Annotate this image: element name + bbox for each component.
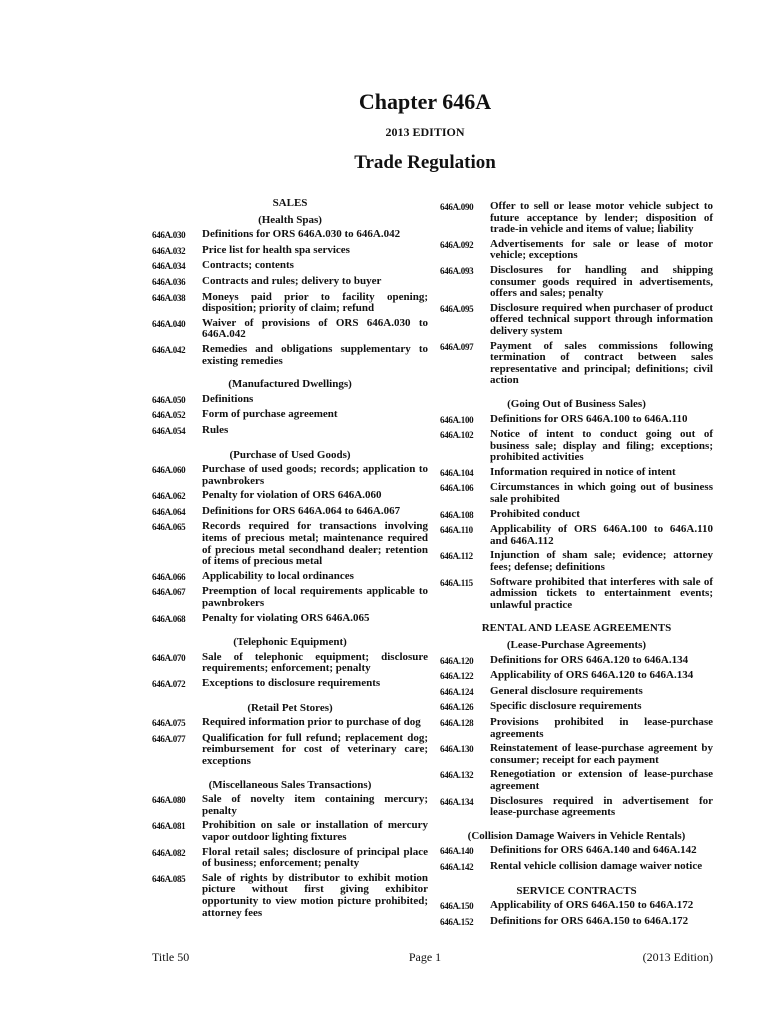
toc-entry: [152, 292, 428, 315]
section-description: Definitions for ORS 646A.140 and 646A.142: [490, 844, 697, 857]
toc-entry: [152, 425, 428, 438]
toc-entry: [440, 861, 713, 874]
section-description: Sale of telephonic equipment; disclosure requirements; enforcement; penalty: [202, 650, 428, 675]
section-description: Renegotiation or extension of lease-purchase agreement: [490, 768, 713, 792]
section-description: Records required for transactions involving items of precious metal; maintenance required of precious metal secondhand dealer; retention of items of precious metal: [202, 520, 428, 568]
section-number: 646A.038: [152, 292, 186, 303]
toc-entry: [152, 394, 428, 407]
section-description: Payment of sales commissions following termination of contract between sales representative and principal; definitions; civil action: [490, 339, 713, 387]
section-description: Qualification for full refund; replacement dog; reimbursement for cost of veterinary care; exceptions: [202, 731, 428, 767]
section-description: Required information prior to purchase of dog: [202, 716, 421, 729]
section-number: 646A.064: [152, 506, 186, 517]
section-description: Definitions for ORS 646A.064 to 646A.067: [202, 504, 401, 517]
section-description: Definitions for ORS 646A.030 to 646A.042: [202, 228, 401, 241]
toc-entry: [440, 686, 713, 699]
subsection-heading: (Manufactured Dwellings): [228, 378, 352, 391]
section-description: Disclosure required when purchaser of product offered technical support through information delivery system: [490, 301, 713, 337]
section-number: 646A.072: [152, 679, 186, 689]
toc-entry: [440, 429, 713, 464]
toc-entry: [152, 409, 428, 422]
section-heading: SERVICE CONTRACTS: [516, 884, 637, 897]
section-description: Exceptions to disclosure requirements: [202, 677, 381, 689]
toc-entry: [440, 414, 713, 427]
section-number: 646A.110: [440, 525, 473, 536]
section-description: Penalty for violating ORS 646A.065: [202, 611, 370, 624]
section-number: 646A.140: [440, 846, 474, 857]
toc-entry: [440, 796, 713, 819]
toc-entry: [152, 245, 428, 258]
subsection-heading: (Telephonic Equipment): [233, 636, 347, 649]
toc-entry: [152, 820, 428, 843]
section-description: Contracts and rules; delivery to buyer: [202, 274, 382, 287]
toc-entry: [152, 571, 428, 584]
section-number: 646A.054: [152, 425, 186, 436]
footer-edition: (2013 Edition): [642, 950, 713, 964]
toc-entry: [440, 509, 713, 522]
section-number: 646A.128: [440, 717, 474, 728]
toc-entry: [440, 201, 713, 236]
section-description: Applicability of ORS 646A.100 to 646A.110 and 646A.112: [490, 523, 713, 547]
section-number: 646A.068: [152, 613, 186, 624]
section-number: 646A.052: [152, 410, 186, 421]
section-number: 646A.030: [152, 230, 186, 241]
section-number: 646A.070: [152, 652, 186, 663]
section-number: 646A.065: [152, 522, 186, 533]
section-description: Price list for health spa services: [202, 243, 350, 256]
section-number: 646A.095: [440, 303, 474, 314]
toc-entry: [440, 717, 713, 740]
toc-entry: [152, 260, 428, 273]
section-description: Rental vehicle collision damage waiver notice: [490, 859, 703, 872]
section-number: 646A.085: [152, 873, 186, 884]
section-description: Injunction of sham sale; evidence; attorney fees; defense; definitions: [490, 549, 713, 574]
toc-entry: [440, 341, 713, 387]
toc-entry: [440, 655, 713, 668]
section-number: 646A.097: [440, 341, 474, 352]
section-description: Information required in notice of intent: [490, 465, 676, 478]
right-column: [440, 198, 713, 928]
toc-entry: [152, 490, 428, 503]
section-description: Preemption of local requirements applicable to pawnbrokers: [202, 585, 428, 610]
section-heading: RENTAL AND LEASE AGREEMENTS: [481, 622, 672, 635]
toc-entry: [152, 318, 428, 341]
section-number: 646A.036: [152, 276, 186, 287]
left-column: [152, 198, 428, 919]
section-number: 646A.050: [152, 394, 186, 405]
subsection-heading: (Health Spas): [258, 213, 322, 226]
section-description: Definitions for ORS 646A.100 to 646A.110: [490, 412, 688, 425]
section-description: Provisions prohibited in lease-purchase agreements: [490, 715, 713, 740]
section-number: 646A.081: [152, 821, 186, 832]
section-number: 646A.124: [440, 686, 474, 697]
section-number: 646A.077: [152, 733, 186, 744]
section-number: 646A.120: [440, 655, 474, 666]
section-number: 646A.075: [152, 718, 186, 729]
section-description: Advertisements for sale or lease of motor vehicle; exceptions: [490, 237, 713, 262]
section-description: Definitions for ORS 646A.150 to 646A.172: [490, 914, 689, 927]
section-number: 646A.093: [440, 265, 474, 276]
section-number: 646A.034: [152, 261, 186, 272]
toc-entry: [440, 743, 713, 766]
section-description: Remedies and obligations supplementary to existing remedies: [202, 342, 428, 367]
toc-entry: [440, 916, 713, 929]
section-number: 646A.115: [440, 577, 473, 588]
section-description: Applicability of ORS 646A.150 to 646A.172: [490, 899, 694, 912]
section-description: Waiver of provisions of ORS 646A.030 to 646A.042: [202, 316, 428, 341]
section-number: 646A.040: [152, 318, 186, 329]
section-description: Rules: [202, 423, 229, 436]
subsection-heading: (Purchase of Used Goods): [229, 448, 351, 461]
section-description: General disclosure requirements: [490, 684, 643, 697]
section-description: Applicability of ORS 646A.120 to 646A.134: [490, 669, 694, 682]
toc-entry: [440, 303, 713, 338]
toc-entry: [440, 845, 713, 858]
section-number: 646A.090: [440, 202, 474, 212]
subsection-heading: (Collision Damage Waivers in Vehicle Rentals): [467, 829, 686, 842]
section-description: Circumstances in which going out of business sale prohibited: [490, 481, 713, 506]
section-description: Reinstatement of lease-purchase agreement by consumer; receipt for each payment: [490, 742, 713, 766]
toc-entry: [152, 506, 428, 519]
toc-entry: [440, 265, 713, 300]
toc-entry: [440, 239, 713, 262]
toc-entry: [440, 482, 713, 505]
toc-entry: [152, 464, 428, 487]
section-description: Applicability to local ordinances: [202, 569, 354, 582]
toc-entry: [440, 701, 713, 714]
toc-entry: [152, 586, 428, 609]
subsection-heading: (Going Out of Business Sales): [507, 397, 646, 410]
section-description: Sale of rights by distributor to exhibit motion picture without first giving exhibitor opportunity to view motion picture prohibited; attorney fees: [202, 871, 428, 919]
toc-entry: [440, 670, 713, 683]
section-number: 646A.112: [440, 551, 473, 562]
section-description: Sale of novelty item containing mercury; penalty: [202, 793, 428, 817]
section-number: 646A.108: [440, 509, 474, 520]
section-description: Disclosures for handling and shipping consumer goods required in advertisements, offers and sales; penalty: [490, 263, 713, 300]
section-description: Penalty for violation of ORS 646A.060: [202, 489, 382, 502]
footer-title: Title 50: [152, 950, 190, 964]
section-number: 646A.042: [152, 344, 186, 355]
section-number: 646A.130: [440, 744, 474, 755]
toc-entry: [152, 733, 428, 768]
section-description: Moneys paid prior to facility opening; disposition; priority of claim; refund: [202, 290, 428, 315]
toc-entry: [440, 550, 713, 573]
section-number: 646A.062: [152, 491, 186, 502]
subsection-heading: (Miscellaneous Sales Transactions): [208, 778, 372, 791]
toc-entry: [152, 521, 428, 567]
section-description: Definitions for ORS 646A.120 to 646A.134: [490, 653, 689, 666]
toc-entry: [152, 847, 428, 870]
section-number: 646A.104: [440, 467, 474, 478]
toc-entry: [152, 717, 428, 730]
section-number: 646A.060: [152, 465, 186, 476]
toc-entry: [152, 652, 428, 675]
section-number: 646A.092: [440, 239, 474, 250]
toc-entry: [440, 769, 713, 792]
edition-label: 2013 EDITION: [385, 125, 465, 139]
toc-entry: [440, 467, 713, 480]
section-description: Notice of intent to conduct going out of business sale; display and filing; exceptions; prohibited activities: [490, 428, 713, 464]
section-description: Disclosures required in advertisement for lease-purchase agreements: [490, 794, 713, 819]
section-description: Contracts; contents: [202, 259, 294, 272]
section-description: Purchase of used goods; records; application to pawnbrokers: [202, 463, 428, 487]
section-number: 646A.122: [440, 671, 474, 682]
toc-entry: [152, 678, 428, 691]
toc-entry: [152, 613, 428, 626]
section-description: Definitions: [202, 392, 254, 405]
footer-page-number: Page 1: [408, 950, 442, 964]
section-number: 646A.126: [440, 702, 474, 713]
chapter-subject: Trade Regulation: [354, 152, 496, 173]
section-number: 646A.100: [440, 414, 474, 425]
section-number: 646A.132: [440, 770, 474, 781]
toc-entry: [152, 794, 428, 817]
section-number: 646A.080: [152, 795, 186, 806]
section-number: 646A.066: [152, 571, 186, 582]
toc-entry: [152, 344, 428, 367]
toc-entry: [440, 524, 713, 547]
chapter-title: Chapter 646A: [358, 89, 492, 114]
subsection-heading: (Lease-Purchase Agreements): [506, 639, 647, 651]
section-number: 646A.082: [152, 847, 186, 858]
section-number: 646A.106: [440, 483, 474, 494]
toc-entry: [152, 873, 428, 919]
section-number: 646A.142: [440, 861, 474, 872]
section-description: Floral retail sales; disclosure of principal place of business; enforcement; penalty: [202, 845, 428, 870]
section-number: 646A.152: [440, 916, 474, 927]
section-description: Offer to sell or lease motor vehicle subject to future acceptance by lender; disposition of trade-in vehicle and items of value; liability: [490, 200, 713, 236]
section-number: 646A.102: [440, 430, 474, 441]
section-heading: SALES: [272, 197, 308, 209]
subsection-heading: (Retail Pet Stores): [247, 701, 333, 714]
section-description: Prohibited conduct: [490, 507, 580, 520]
toc-entry: [440, 577, 713, 612]
section-number: 646A.067: [152, 587, 186, 598]
toc-entry: [152, 276, 428, 289]
section-number: 646A.134: [440, 796, 474, 807]
section-number: 646A.032: [152, 245, 186, 256]
section-description: Form of purchase agreement: [202, 408, 338, 421]
section-description: Prohibition on sale or installation of mercury vapor outdoor lighting fixtures: [202, 819, 428, 843]
toc-entry: [440, 900, 713, 913]
section-number: 646A.150: [440, 901, 474, 912]
toc-entry: [152, 229, 428, 242]
section-description: Specific disclosure requirements: [490, 700, 642, 713]
section-description: Software prohibited that interferes with sale of admission tickets to entertainment events; unlawful practice: [490, 575, 713, 611]
